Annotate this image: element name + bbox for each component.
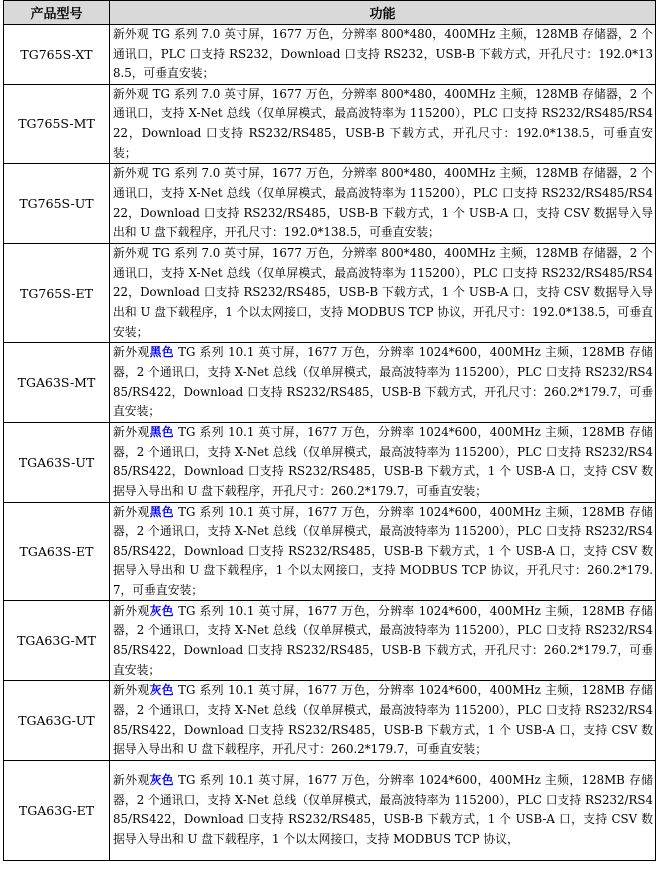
desc-body: TG 系列 10.1 英寸屏，1677 万色，分辨率 1024*600，400MHz 主频，128MB 存储器，2 个通讯口，支持 X-Net 总线（仅单屏模式，最高波特率为 115200），PLC 口支持 RS232/RS485/RS422，Download 口支持 RS232/RS485，USB-B 下载方式，1 个 USB-A 口，支持 CSV 数据导入导出和 U 盘下载程序，开孔尺寸：260.2*179.7，可垂直安装； bbox=[113, 683, 653, 757]
model-cell: TGA63S-ET bbox=[4, 502, 110, 601]
desc-body: TG 系列 10.1 英寸屏，1677 万色，分辨率 1024*600，400MHz 主频，128MB 存储器，2 个通讯口，支持 X-Net 总线（仅单屏模式，最高波特率为 115200），PLC 口支持 RS232/RS485/RS422，Download 口支持 RS232/RS485，USB-B 下载方式，1 个 USB-A 口，支持 CSV 数据导入导出和 U 盘下载程序，1 个以太网接口，支持 MODBUS TCP 协议， bbox=[113, 773, 653, 846]
desc-prefix: 新外观 bbox=[113, 683, 150, 698]
color-keyword: 灰色 bbox=[149, 603, 174, 618]
desc-body: TG 系列 7.0 英寸屏，1677 万色，分辨率 800*480，400MHz 主频，128MB 存储器，2 个通讯口，支持 X-Net 总线（仅单屏模式，最高波特率为 115200），PLC 口支持 RS232/RS485/RS422，Download 口支持 RS232/RS485，USB-B 下载方式，开孔尺寸：192.0*138.5，可垂直安装； bbox=[113, 86, 653, 160]
table-row bbox=[4, 681, 656, 760]
model-cell: TGA63G-UT bbox=[4, 681, 110, 760]
model-cell: TGA63S-UT bbox=[4, 423, 110, 502]
table-row bbox=[4, 601, 656, 681]
table-header-row bbox=[4, 1, 656, 25]
desc-body: TG 系列 7.0 英寸屏，1677 万色，分辨率 800*480，400MHz 主频，128MB 存储器，2 个通讯口，PLC 口支持 RS232，Download 口支持 RS232，USB-B 下载方式，开孔尺寸：192.0*138.5，可垂直安装； bbox=[113, 27, 653, 81]
color-keyword: 灰色 bbox=[149, 773, 174, 788]
desc-body: TG 系列 10.1 英寸屏，1677 万色，分辨率 1024*600，400MHz 主频，128MB 存储器，2 个通讯口，支持 X-Net 总线（仅单屏模式，最高波特率为 115200），PLC 口支持 RS232/RS485/RS422，Download 口支持 RS232/RS485，USB-B 下载方式，开孔尺寸：260.2*179.7，可垂直安装； bbox=[113, 603, 653, 677]
model-cell: TG765S-MT bbox=[4, 84, 110, 163]
description-cell bbox=[110, 601, 656, 681]
description-cell bbox=[110, 164, 656, 244]
color-keyword: 黑色 bbox=[149, 504, 174, 519]
description-cell bbox=[110, 343, 656, 423]
desc-body: TG 系列 7.0 英寸屏，1677 万色，分辨率 800*480，400MHz 主频，128MB 存储器，2 个通讯口，支持 X-Net 总线（仅单屏模式，最高波特率为 115200），PLC 口支持 RS232/RS485/RS422，Download 口支持 RS232/RS485，USB-B 下载方式，1 个 USB-A 口，支持 CSV 数据导入导出和 U 盘下载程序，1 个以太网接口，支持 MODBUS TCP 协议，开孔尺寸：192.0*138.5，可垂直安装； bbox=[113, 246, 653, 339]
description-cell bbox=[110, 244, 656, 343]
table-row bbox=[4, 343, 656, 423]
color-keyword: 灰色 bbox=[149, 683, 174, 698]
model-cell: TGA63G-ET bbox=[4, 760, 110, 860]
color-keyword: 黑色 bbox=[149, 425, 174, 440]
table-row bbox=[4, 760, 656, 860]
desc-body: TG 系列 10.1 英寸屏，1677 万色，分辨率 1024*600，400MHz 主频，128MB 存储器，2 个通讯口，支持 X-Net 总线（仅单屏模式，最高波特率为 115200），PLC 口支持 RS232/RS485/RS422，Download 口支持 RS232/RS485，USB-B 下载方式，1 个 USB-A 口，支持 CSV 数据导入导出和 U 盘下载程序，1 个以太网接口，支持 MODBUS TCP 协议，开孔尺寸：260.2*179.7，可垂直安装； bbox=[113, 504, 653, 597]
header-model: 产品型号 bbox=[4, 1, 110, 25]
product-table bbox=[3, 0, 656, 861]
model-cell: TG765S-UT bbox=[4, 164, 110, 244]
description-cell bbox=[110, 25, 656, 85]
desc-body: TG 系列 10.1 英寸屏，1677 万色，分辨率 1024*600，400MHz 主频，128MB 存储器，2 个通讯口，支持 X-Net 总线（仅单屏模式，最高波特率为 115200），PLC 口支持 RS232/RS485/RS422，Download 口支持 RS232/RS485，USB-B 下载方式，开孔尺寸：260.2*179.7，可垂直安装； bbox=[113, 345, 653, 419]
desc-prefix: 新外观 bbox=[113, 773, 150, 788]
model-cell: TG765S-ET bbox=[4, 244, 110, 343]
table-row bbox=[4, 423, 656, 502]
description-cell bbox=[110, 760, 656, 860]
desc-prefix: 新外观 bbox=[113, 86, 153, 101]
desc-prefix: 新外观 bbox=[113, 27, 153, 41]
desc-prefix: 新外观 bbox=[113, 246, 153, 261]
description-cell bbox=[110, 423, 656, 502]
model-cell: TG765S-XT bbox=[4, 25, 110, 85]
desc-body: TG 系列 10.1 英寸屏，1677 万色，分辨率 1024*600，400MHz 主频，128MB 存储器，2 个通讯口，支持 X-Net 总线（仅单屏模式，最高波特率为 115200），PLC 口支持 RS232/RS485/RS422，Download 口支持 RS232/RS485，USB-B 下载方式，1 个 USB-A 口，支持 CSV 数据导入导出和 U 盘下载程序，开孔尺寸：260.2*179.7，可垂直安装； bbox=[113, 425, 653, 498]
desc-prefix: 新外观 bbox=[113, 345, 150, 360]
table-row bbox=[4, 244, 656, 343]
desc-prefix: 新外观 bbox=[113, 425, 150, 440]
description-cell bbox=[110, 502, 656, 601]
color-keyword: 黑色 bbox=[149, 345, 174, 360]
desc-prefix: 新外观 bbox=[113, 504, 150, 519]
model-cell: TGA63G-MT bbox=[4, 601, 110, 681]
desc-prefix: 新外观 bbox=[113, 166, 153, 181]
description-cell bbox=[110, 84, 656, 163]
table-row bbox=[4, 84, 656, 163]
header-function: 功能 bbox=[110, 1, 656, 25]
desc-prefix: 新外观 bbox=[113, 603, 150, 618]
description-cell bbox=[110, 681, 656, 760]
table-row bbox=[4, 164, 656, 244]
model-cell: TGA63S-MT bbox=[4, 343, 110, 423]
table-row bbox=[4, 502, 656, 601]
desc-body: TG 系列 7.0 英寸屏，1677 万色，分辨率 800*480，400MHz 主频，128MB 存储器，2 个通讯口，支持 X-Net 总线（仅单屏模式，最高波特率为 115200），PLC 口支持 RS232/RS485/RS422，Download 口支持 RS232/RS485，USB-B 下载方式，1 个 USB-A 口，支持 CSV 数据导入导出和 U 盘下载程序，开孔尺寸：192.0*138.5，可垂直安装； bbox=[113, 166, 653, 240]
table-row bbox=[4, 25, 656, 85]
